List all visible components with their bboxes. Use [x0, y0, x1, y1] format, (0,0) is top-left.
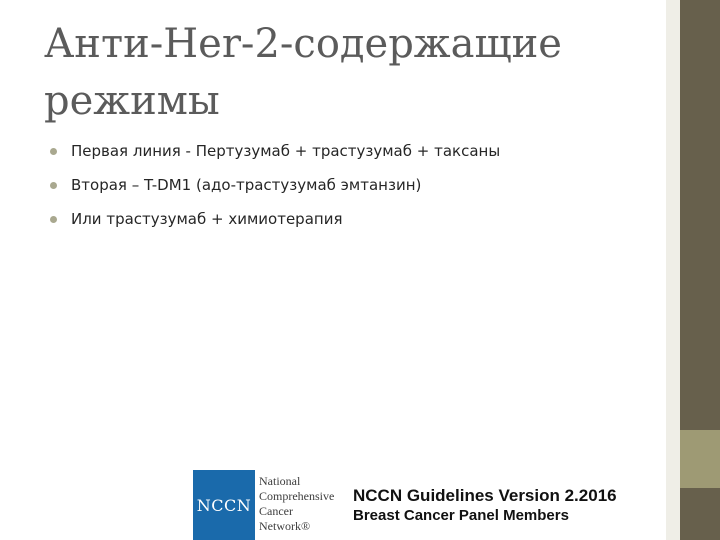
- sidebar-bottom-block: [680, 488, 720, 540]
- nccn-network-name: [259, 474, 334, 534]
- slide-title: Анти-Her-2-содержащие режимы: [44, 21, 562, 124]
- nccn-guidelines-heading: [353, 486, 617, 525]
- bullet-dot-icon: [50, 216, 57, 223]
- bullet-text: Первая линия - Пертузумаб + трастузумаб + таксаны: [71, 142, 501, 160]
- sidebar-light-stripe: [666, 0, 680, 540]
- bullet-item: [50, 134, 500, 168]
- bullet-dot-icon: [50, 148, 57, 155]
- network-line: Network®: [259, 519, 311, 533]
- nccn-banner-image: [193, 470, 642, 540]
- bullet-list: [50, 134, 500, 236]
- sidebar-accent-block: [680, 430, 720, 488]
- network-line: Cancer: [259, 504, 293, 518]
- bullet-dot-icon: [50, 182, 57, 189]
- guidelines-version: NCCN Guidelines Version 2.2016: [353, 486, 617, 505]
- nccn-logo-text: NCCN: [196, 495, 252, 515]
- nccn-logo: [193, 470, 255, 540]
- bullet-text: Вторая – T-DM1 (адо-трастузумаб эмтанзин): [71, 176, 422, 194]
- network-line: Comprehensive: [259, 489, 335, 503]
- network-line: National: [259, 474, 301, 488]
- panel-members: Breast Cancer Panel Members: [353, 507, 569, 524]
- bullet-text: Или трастузумаб + химиотерапия: [71, 210, 343, 228]
- sidebar-dark-panel: [680, 0, 720, 430]
- bullet-item: [50, 202, 500, 236]
- bullet-item: [50, 168, 500, 202]
